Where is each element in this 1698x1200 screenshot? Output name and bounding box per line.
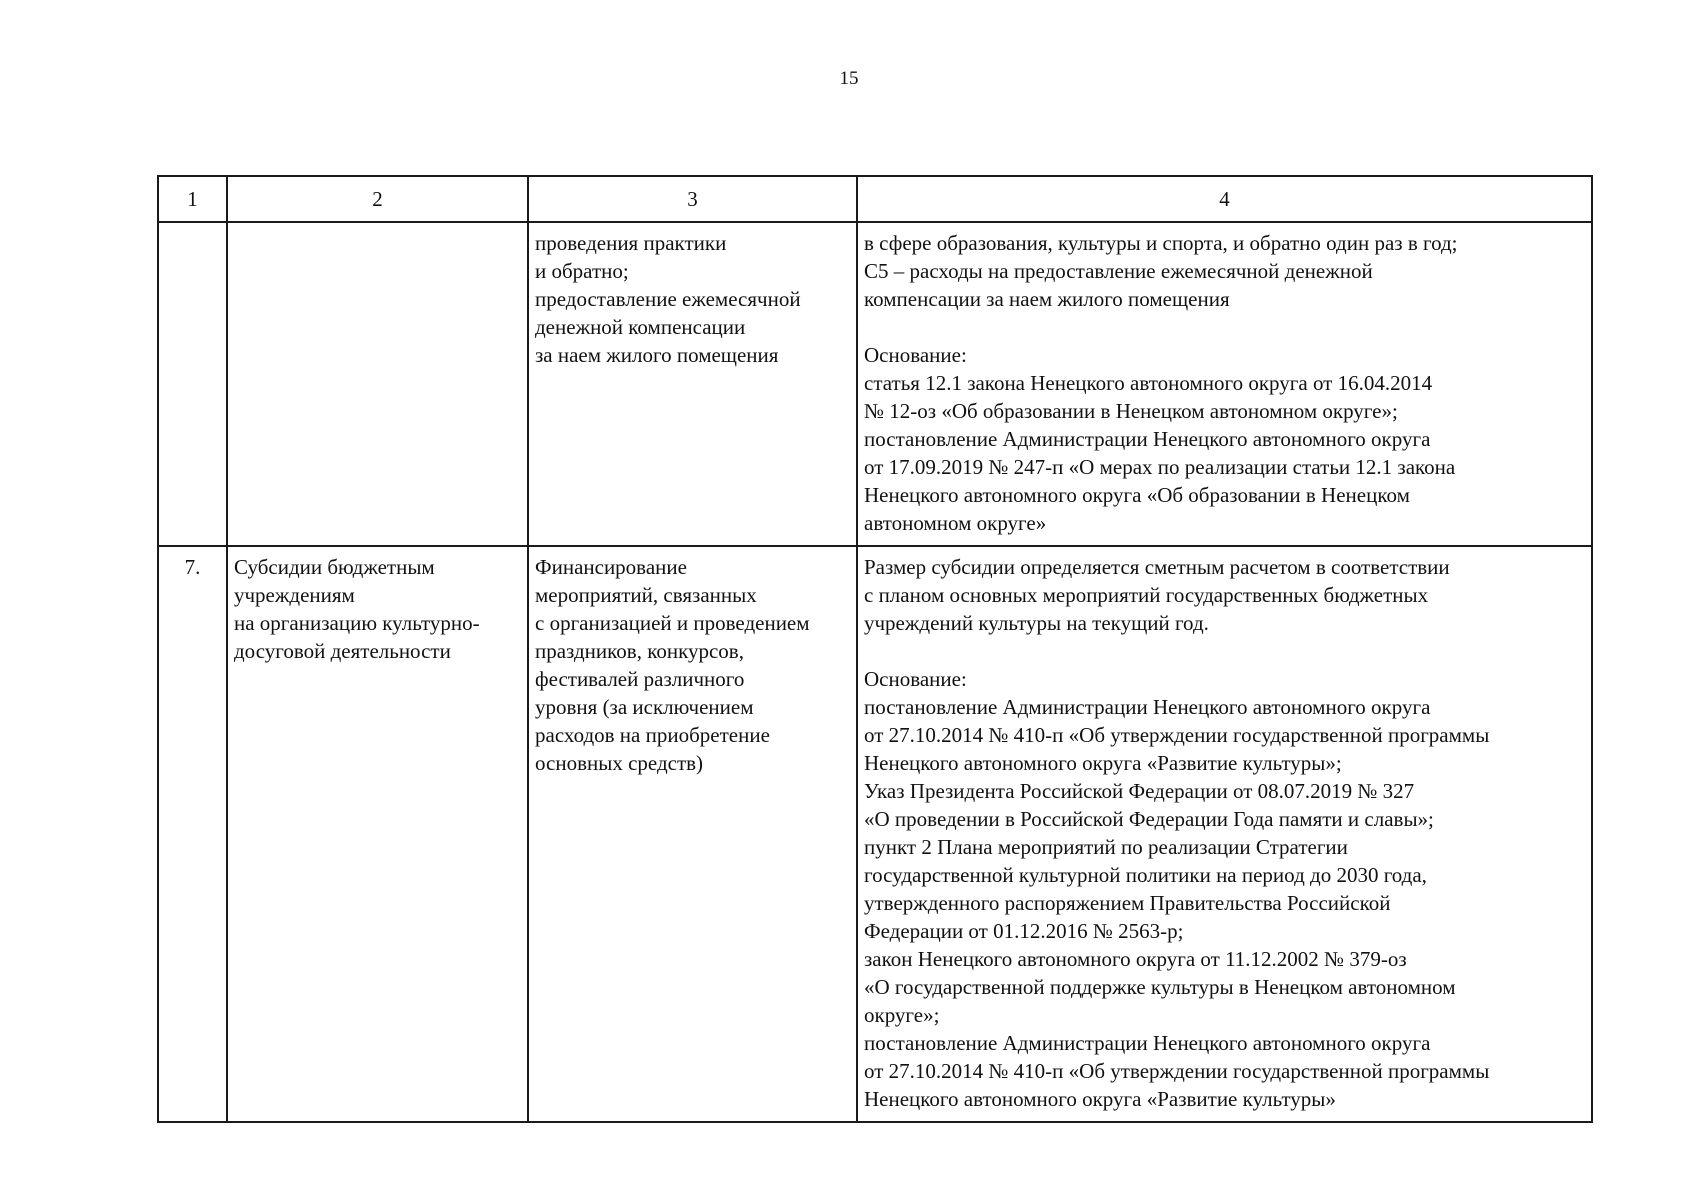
cell-text-line: учреждениям (234, 583, 355, 607)
subject-cell (227, 222, 528, 546)
cell-text-line: досуговой деятельности (234, 639, 451, 663)
details-cell (857, 546, 1592, 1122)
cell-text-line: постановление Администрации Ненецкого автономного округа (864, 1031, 1431, 1055)
purpose-cell (528, 546, 857, 1122)
cell-text-line: Ненецкого автономного округа «Об образовании в Ненецком (864, 483, 1410, 507)
cell-text-line: с организацией и проведением (535, 611, 810, 635)
cell-text-line: округе»; (864, 1003, 940, 1027)
cell-text-line: № 12-оз «Об образовании в Ненецком автономном округе»; (864, 399, 1398, 423)
cell-text-line: Размер субсидии определяется сметным расчетом в соответствии (864, 555, 1450, 579)
cell-text-line: статья 12.1 закона Ненецкого автономного округа от 16.04.2014 (864, 371, 1433, 395)
subject-cell (227, 546, 528, 1122)
table-header-row (158, 176, 1592, 222)
cell-text-line: в сфере образования, культуры и спорта, и обратно один раз в год; (864, 231, 1458, 255)
paragraph-gap (864, 313, 1585, 341)
cell-text-line: за наем жилого помещения (535, 343, 779, 367)
cell-text-line: уровня (за исключением (535, 695, 754, 719)
cell-text-line: Ненецкого автономного округа «Развитие культуры» (864, 1087, 1336, 1111)
cell-text-line: денежной компенсации (535, 315, 746, 339)
details-cell (857, 222, 1592, 546)
row-number-cell (158, 222, 227, 546)
paragraph-gap (864, 637, 1585, 665)
cell-text-line: мероприятий, связанных (535, 583, 757, 607)
column-header-4: 4 (857, 176, 1592, 222)
page-number: 15 (839, 68, 859, 89)
cell-text-line: компенсации за наем жилого помещения (864, 287, 1230, 311)
cell-text-line: Основание: (864, 667, 967, 691)
cell-text-line: от 27.10.2014 № 410-п «Об утверждении государственной программы (864, 723, 1490, 747)
cell-text-line: учреждений культуры на текущий год. (864, 611, 1209, 635)
cell-text-line: и обратно; (535, 259, 629, 283)
cell-text-line: праздников, конкурсов, (535, 639, 744, 663)
row-number-cell: 7. (158, 546, 227, 1122)
column-header-2: 2 (227, 176, 528, 222)
document-table (157, 175, 1593, 1123)
column-header-3: 3 (528, 176, 857, 222)
cell-text-line: Федерации от 01.12.2016 № 2563-р; (864, 919, 1184, 943)
cell-text-line: Ненецкого автономного округа «Развитие культуры»; (864, 751, 1342, 775)
table-row (158, 546, 1592, 1122)
cell-text-line: «О проведении в Российской Федерации Года памяти и славы»; (864, 807, 1434, 831)
cell-text-line: утвержденного распоряжением Правительства Российской (864, 891, 1391, 915)
cell-text-line: Финансирование (535, 555, 687, 579)
cell-text-line: С5 – расходы на предоставление ежемесячной денежной (864, 259, 1373, 283)
cell-text-line: «О государственной поддержке культуры в Ненецком автономном (864, 975, 1456, 999)
cell-text-line: с планом основных мероприятий государственных бюджетных (864, 583, 1429, 607)
cell-text-line: Основание: (864, 343, 967, 367)
cell-text-line: Субсидии бюджетным (234, 555, 435, 579)
cell-text-line: предоставление ежемесячной (535, 287, 801, 311)
cell-text-line: пункт 2 Плана мероприятий по реализации Стратегии (864, 835, 1348, 859)
cell-text-line: от 17.09.2019 № 247-п «О мерах по реализации статьи 12.1 закона (864, 455, 1456, 479)
cell-text-line: основных средств) (535, 751, 704, 775)
cell-text-line: фестивалей различного (535, 667, 745, 691)
cell-text-line: на организацию культурно- (234, 611, 480, 635)
cell-text-line: постановление Администрации Ненецкого автономного округа (864, 427, 1431, 451)
cell-text-line: от 27.10.2014 № 410-п «Об утверждении государственной программы (864, 1059, 1490, 1083)
column-header-1: 1 (158, 176, 227, 222)
cell-text-line: расходов на приобретение (535, 723, 770, 747)
cell-text-line: проведения практики (535, 231, 727, 255)
cell-text-line: постановление Администрации Ненецкого автономного округа (864, 695, 1431, 719)
cell-text-line: государственной культурной политики на период до 2030 года, (864, 863, 1427, 887)
cell-text-line: закон Ненецкого автономного округа от 11.12.2002 № 379-оз (864, 947, 1407, 971)
table-row (158, 222, 1592, 546)
cell-text-line: Указ Президента Российской Федерации от 08.07.2019 № 327 (864, 779, 1415, 803)
purpose-cell (528, 222, 857, 546)
cell-text-line: автономном округе» (864, 511, 1047, 535)
